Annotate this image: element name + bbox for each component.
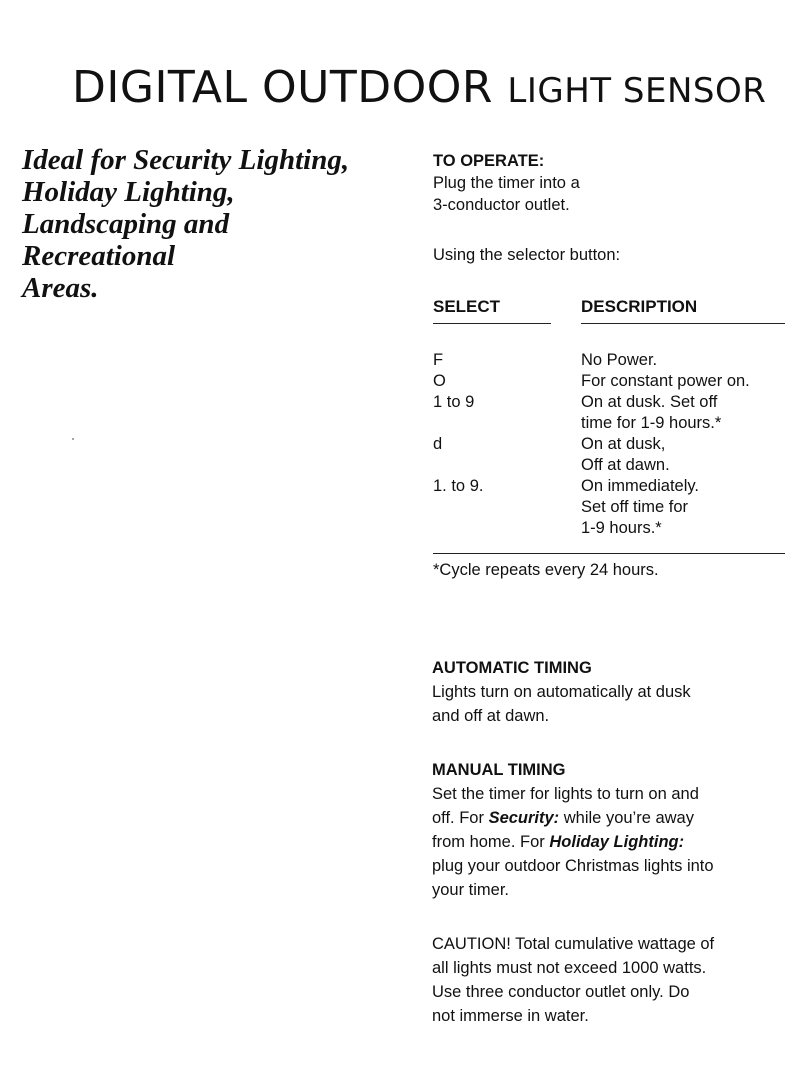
operate-heading: TO OPERATE: bbox=[433, 152, 545, 170]
holiday-emphasis: Holiday Lighting: bbox=[549, 833, 685, 851]
header-select: SELECT bbox=[433, 296, 551, 324]
table-rows bbox=[433, 350, 785, 539]
scan-speck bbox=[72, 438, 74, 440]
table-header bbox=[433, 296, 785, 330]
tagline-line: Ideal for Security Lighting, bbox=[22, 144, 350, 176]
selector-table bbox=[433, 296, 785, 581]
description-line: On immediately. bbox=[581, 477, 699, 495]
manual-line: Set the timer for lights to turn on and bbox=[432, 785, 699, 803]
description-line: For constant power on. bbox=[581, 372, 750, 390]
description-line: 1-9 hours.* bbox=[581, 519, 662, 537]
manual-text: from home. For bbox=[432, 833, 550, 851]
title-part-1: DIGITAL OUTDOOR bbox=[72, 62, 508, 113]
manual-heading: MANUAL TIMING bbox=[432, 761, 566, 779]
manual-line: plug your outdoor Christmas lights into bbox=[432, 857, 714, 875]
table-row bbox=[433, 476, 785, 539]
tagline-line: Holiday Lighting, bbox=[22, 176, 235, 208]
description-cell bbox=[581, 434, 785, 476]
security-emphasis: Security: bbox=[488, 809, 560, 827]
automatic-timing-section bbox=[432, 656, 792, 728]
caution-line: all lights must not exceed 1000 watts. bbox=[432, 959, 707, 977]
manual-line bbox=[432, 830, 792, 854]
manual-text: off. For bbox=[432, 809, 489, 827]
select-cell: 1 to 9 bbox=[433, 393, 475, 411]
description-cell bbox=[581, 476, 785, 539]
tagline-line: Recreational bbox=[22, 240, 176, 272]
tagline-line: Landscaping and bbox=[22, 208, 230, 240]
manual-line: your timer. bbox=[432, 881, 510, 899]
selector-intro: Using the selector button: bbox=[433, 246, 621, 264]
table-row bbox=[433, 350, 785, 371]
automatic-heading: AUTOMATIC TIMING bbox=[432, 659, 592, 677]
automatic-line: Lights turn on automatically at dusk bbox=[432, 683, 691, 701]
table-bottom-rule bbox=[433, 553, 785, 554]
description-line: Set off time for bbox=[581, 498, 688, 516]
description-cell bbox=[581, 350, 785, 371]
description-cell bbox=[581, 371, 785, 392]
operate-line: Plug the timer into a bbox=[433, 174, 580, 192]
table-row bbox=[433, 434, 785, 476]
description-cell bbox=[581, 392, 785, 434]
tagline-line: Areas. bbox=[22, 272, 99, 304]
tagline bbox=[22, 144, 422, 304]
footnote: *Cycle repeats every 24 hours. bbox=[433, 561, 659, 579]
caution-line: not immerse in water. bbox=[432, 1007, 589, 1025]
select-cell: O bbox=[433, 372, 446, 390]
table-row bbox=[433, 392, 785, 434]
manual-text: while you’re away bbox=[559, 809, 694, 827]
manual-line bbox=[432, 806, 792, 830]
select-cell: 1. to 9. bbox=[433, 477, 484, 495]
caution-line: Use three conductor outlet only. Do bbox=[432, 983, 690, 1001]
description-line: Off at dawn. bbox=[581, 456, 670, 474]
description-line: On at dusk, bbox=[581, 435, 666, 453]
caution-line: CAUTION! Total cumulative wattage of bbox=[432, 935, 715, 953]
description-line: time for 1-9 hours.* bbox=[581, 414, 722, 432]
title-part-2: LIGHT SENSOR bbox=[507, 71, 767, 111]
automatic-line: and off at dawn. bbox=[432, 707, 550, 725]
description-line: No Power. bbox=[581, 351, 658, 369]
description-line: On at dusk. Set off bbox=[581, 393, 718, 411]
operate-line: 3-conductor outlet. bbox=[433, 196, 570, 214]
select-cell: F bbox=[433, 351, 444, 369]
manual-timing-section bbox=[432, 758, 792, 902]
table-row bbox=[433, 371, 785, 392]
header-description: DESCRIPTION bbox=[581, 296, 785, 324]
document-title bbox=[72, 62, 772, 113]
select-cell: d bbox=[433, 435, 443, 453]
operate-section bbox=[433, 150, 793, 266]
caution-section bbox=[432, 932, 792, 1028]
